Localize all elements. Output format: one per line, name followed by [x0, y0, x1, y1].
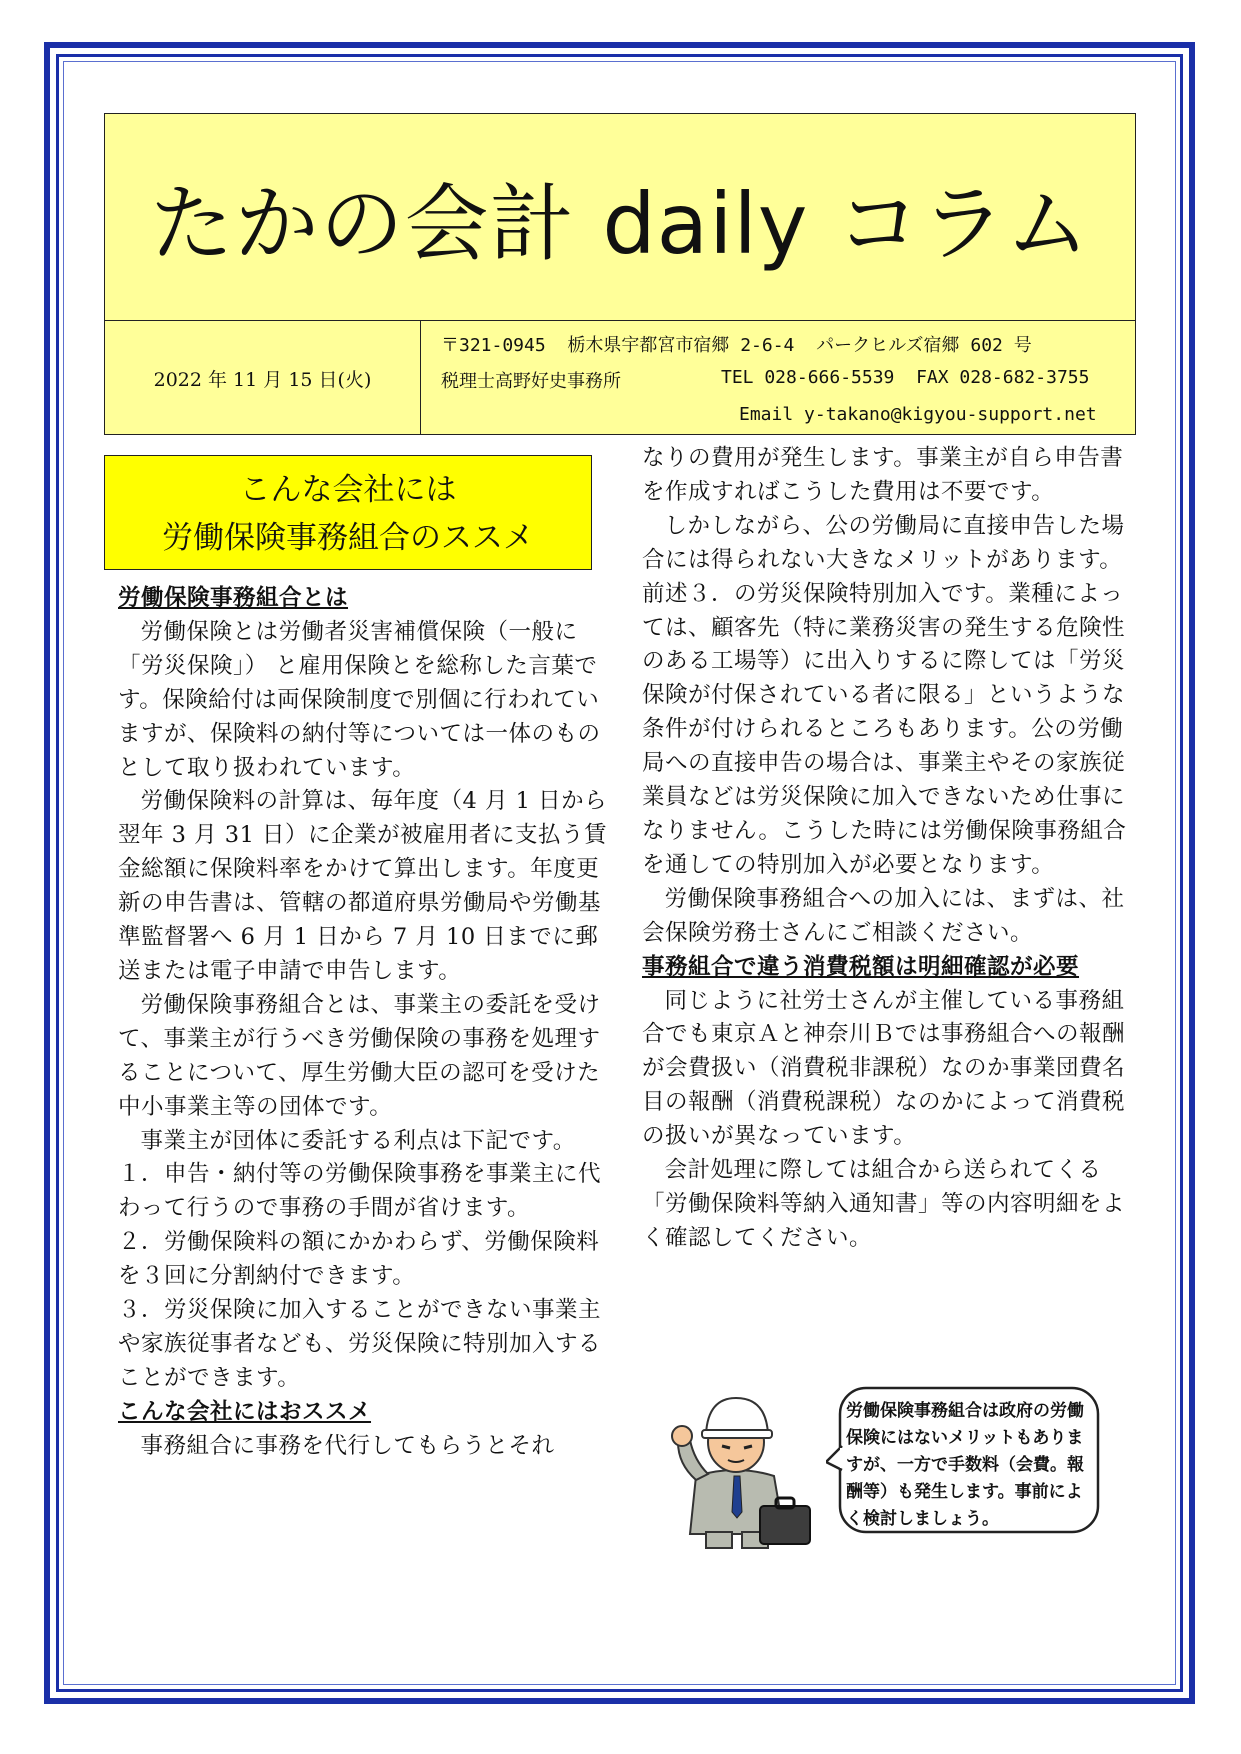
contact-info [421, 321, 1135, 435]
column-title-line1: こんな会社には [239, 472, 457, 508]
paragraph: 労働保険料の計算は、毎年度（4 月 1 日から翌年 3 月 31 日）に企業が被雇用者に支払う賃金総額に保険料率をかけて算出します。年度更新の申告書は、管轄の都道府県労働局や労働基準監督署へ 6 月 1 日から 7 月 10 日までに郵送または電子申請で申告します。 [118, 788, 608, 984]
issue-date: 2022 年 11 月 15 日(火) [105, 321, 421, 435]
paragraph: 労働保険事務組合とは、事業主の委託を受けて、事業主が行うべき労働保険の事務を処理することについて、厚生労働大臣の認可を受けた中小事業主等の団体です。 [118, 991, 601, 1120]
column-title-line2: 労働保険事務組合のススメ [162, 520, 534, 556]
paragraph: 同じように社労士さんが主催している事務組合でも東京Ａと神奈川Ｂでは事務組合への報酬が会費扱い（消費税非課税）なのか事業団費名目の報酬（消費税課税）なのかによって消費税の扱いが異なっています。 [642, 987, 1126, 1150]
paragraph: 会計処理に際しては組合から送られてくる「労働保険料等納入通知書」等の内容明細をよく確認してください。 [642, 1157, 1126, 1251]
paragraph: しかしながら、公の労働局に直接申告した場合には得られない大きなメリットがあります。前述３．の労災保険特別加入です。業種によっては、顧客先（特に業務災害の発生する危険性のある工場等）に出入りするに際しては「労災保険が付保されている者に限る」というような条件が付けられるところもあります。公の労働局への直接申告の場合は、事業主やその家族従業員などは労災保険に加入できないため仕事になりません。こうした時には労働保険事務組合を通しての特別加入が必要となります。 [642, 512, 1127, 878]
left-column [118, 582, 618, 1464]
section-heading: 労働保険事務組合とは [118, 585, 349, 611]
phone-fax: TEL 028-666-5539 FAX 028-682-3755 [721, 367, 1090, 388]
office-address: 〒321-0945 栃木県宇都宮市宿郷 2-6-4 パークヒルズ宿郷 602 号 [441, 335, 1032, 356]
right-column [642, 442, 1127, 1256]
worker-illustration [656, 1384, 816, 1550]
header-info-row [105, 320, 1135, 435]
paragraph: なりの費用が発生します。事業主が自ら申告書を作成すればこうした費用は不要です。 [642, 445, 1124, 505]
email-address[interactable]: Email y-takano@kigyou-support.net [739, 404, 1097, 425]
section-heading: 事務組合で違う消費税額は明細確認が必要 [642, 953, 1080, 980]
paragraph: 労働保険事務組合への加入には、まずは、社会保険労務士さんにご相談ください。 [642, 885, 1125, 946]
list-item: １．申告・納付等の労働保険事務を事業主に代わって行うので事務の手間が省けます。 [118, 1161, 602, 1222]
header-box [104, 113, 1136, 435]
newsletter-title: たかの会計 daily コラム [149, 174, 1091, 273]
paragraph: 労働保険とは労働者災害補償保険（一般に「労災保険」） と雇用保険とを総称した言葉です。保険給付は両保険制度で別個に行われていますが、保険料の納付等については一体のものとして取り扱われています。 [118, 618, 601, 781]
list-item: ３．労災保険に加入することができない事業主や家族従事者なども、労災保険に特別加入することができます。 [118, 1297, 602, 1391]
paragraph: 事業主が団体に委託する利点は下記です。 [140, 1127, 576, 1154]
column-title-box [104, 455, 592, 570]
speech-bubble-text: 労働保険事務組合は政府の労働保険にはないメリットもありますが、一方で手数料（会費。報酬等）も発生します。事前によく検討しましょう。 [846, 1401, 1084, 1529]
section-heading: こんな会社にはおススメ [118, 1398, 372, 1425]
paragraph: 事務組合に事務を代行してもらうとそれ [140, 1432, 555, 1459]
list-item: ２．労働保険料の額にかかわらず、労働保険料を３回に分割納付できます。 [118, 1229, 600, 1290]
office-name: 税理士高野好史事務所 [441, 371, 621, 392]
